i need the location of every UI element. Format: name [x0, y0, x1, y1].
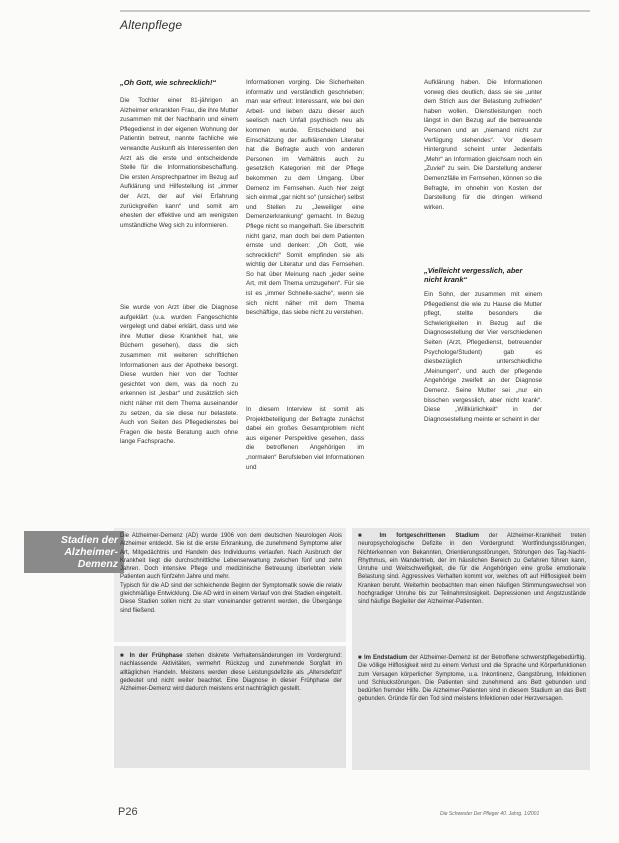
column-3-paragraph-1: Aufklärung haben. Die Informationen vorweg dies deutlich, dass sie sie „unter dem Strich aus der Belastung zufrieden“ haben wollen. Dienstleistungen noch längst in den Bezug auf die betreuende Personen und an „niemand nicht zur Verfügung stehendes“. Vor diesem Hintergrund scheint unter Jedenfalls „Mehr“ an Information gleichsam noch ein „Zuviel“ zu sein. Die Darstellung anderer Demenzfälle im Fernsehen, können so die Befragte, im ohnehin von Kosten der Darstellung für die dringen wirkend wirken.	[424, 79, 542, 211]
header-rule	[120, 10, 590, 12]
bullet-icon: ■	[120, 653, 126, 659]
bullet-icon: ■	[358, 655, 362, 661]
article-heading-1: „Oh Gott, wie schrecklich!“	[120, 78, 217, 87]
article-heading-2: „Vielleicht vergesslich, aber nicht krank“	[424, 266, 523, 284]
column-2-paragraph-2: In diesem Interview ist somit als Projektbeteiligung der Befragte zunächst dabei ein großes Gesamtproblem nicht aus eigener Perspektive gesehen, dass die betroffenen Angehörigen im „normalen“ Berufsleben viel Informationen und	[246, 406, 364, 471]
stage-text-end: der Alzheimer-Demenz ist der Betroffene schwerstpflegebedürftig. Die völlige Hilflosigkeit wird zu einem Verlust und die Sprache und Körperfunktionen zum Versagen körperlicher Symptome, u.a. Inkontinenz, Gangstörung, Infektionen und Schluckstörungen. Die Patienten sind zunehmend ans Bett gebunden und bedürfen fremder Hilfe. Die Alzheimer-Patienten sind in diesem Stadium an das Bett gebunden. Gründe für den Tod sind meistens Infektionen oder Herzversagen.	[358, 655, 586, 703]
column-3-paragraph-2: Ein Sohn, der zusammen mit einem Pflegedienst die wie zu Hause die Mutter pflegt, stellte besonders die Schwierigkeiten in Bezug auf die Diagnosestellung der Vier verschiedenen Seiten (Arzt, Pflegedienst, betreuender Psychologe/Student) gab es diesbezüglich unterschiedliche „Meinungen“, und auch der pflegende Angehörige zweifelt an der Diagnose Demenz. Seine Mutter sei „nur ein bisschen vergesslich, aber nicht krank“. Diese „Willkürlichkeit“ in der Diagnosestellung meinte er scheint in der	[424, 291, 542, 423]
column-1-paragraph-2: Sie wurde von Arzt über die Diagnose aufgeklärt (u.a. wurden Fangeschichte vergelegt und dabei erklärt, dass und wie ihre Mutter diese Krankheit hat, wie Büchern gesehen), dass die sich zusammen mit weiteren schriftlichen Informationen aus der Apotheke besorgt. Diese wurden hier von der Tochter gesichtet von dem, was da noch zu erkennen ist „lesbar“ und zusätzlich sich nicht näher mit dem Thema auseinander zu setzen, da sie diese nur belastete. Auch von Seiten des Pflegedienstes bei Fragen die beste Beratung auch ohne lange Fachsprache.	[120, 304, 238, 446]
sidebar-advanced-stage	[358, 532, 586, 652]
column-1-paragraph-1: Die Tochter einer 81-jährigen an Alzheimer erkrankten Frau, die ihre Mutter zusammen mit der Nachbarin und einem Pflegedienst in der eigenen Wohnung der Patientin betreut, nannte fachliche wie verwandte Auskunft als Interessenten den Arzt als die erste und entscheidende Stelle für die Informationsbeschaffung. Die ersten Ansprechpartner im Bezug auf Aufklärung und Hilfestellung ist „immer der Arzt, der auf viel Erfahrung zurückgreifen kann“ und somit am ehesten der effektive und am wenigsten umständliche Weg sich zu informieren.	[120, 97, 238, 229]
sidebar-intro-text: Die Alzheimer-Demenz (AD) wurde 1906 von dem deutschen Neurologen Alois Alzheimer entdeckt. Sie ist die erste Erkrankung, die zunehmend Symptome aller Art, Mitgedächtnis und Handeln des Individuums verlaufen. Nach Ausbruch der Krankheit liegt die durchschnittliche Lebenserwartung zwischen fünf und zehn Jahren. Doch intensive Pflege und medizinische Betreuung überlebten viele Patienten auch fünfzehn Jahre und mehr. Typisch für die AD sind der schleichende Beginn der Symptomatik sowie die relativ gleichmäßige Entwicklung. Die AD wird in einem Verlauf von drei Stadien eingeteilt. Diese Stadien sollen nicht zu starr voneinander getrennt werden, die Übergänge sind fließend.	[120, 533, 342, 614]
publication-footer: Die Schwester Der Pfleger 40. Jahrg. 1/2001	[440, 811, 540, 817]
page-number: P26	[118, 806, 138, 818]
stage-label-end: Im Endstadium	[363, 655, 408, 661]
stage-label-early: In der Frühphase	[129, 653, 183, 659]
stage-text-advanced: der Alzheimer-Krankheit treten neuropsychologische Defizite in den Vordergrund: Wortfindungsstörungen, Nichterkennen von Bekannten, Orientierungsstörungen, Störungen des Tag-Nacht-Rhythmus, ein Wandertrieb, der im häuslichen Bereich zu Gefahren führen kann, Unruhe und Weitschweifigkeit, die für die Angehörigen eine große emotionale Belastung sind. Aggressives Verhalten kommt vor, welches oft auf Hilflosigkeit beim Kranken beruht. Weiterhin beobachten man einen häufigen Stimmungswechsel von hochgradiger Unruhe bis zur Teilnahmslosigkeit. Depressionen und Angstzustände sind häufige Begleiter der Alzheimer-Patienten.	[358, 533, 586, 606]
stage-label-advanced: Im fortgeschrittenen Stadium	[379, 533, 480, 539]
stage-text-early: stehen diskrete Verhaltensänderungen im Vordergrund: nachlassende Aktivitäten, vermehrt Rückzug und zunehmende Sorgfalt im alltäglichen Handeln. Meistens werden diese Leistungsdefizite als „Altersdefizit“ gedeutet und nicht weiter beachtet. Eine Diagnose in dieser Frühphase der Alzheimer-Demenz wird dadurch meistens erst nachträglich gestellt.	[120, 653, 342, 693]
sidebar-label: Stadien der Alzheimer-Demenz	[24, 531, 124, 573]
sidebar-end-stage	[358, 654, 586, 766]
running-head: Altenpflege	[120, 18, 183, 32]
sidebar-early-stage	[120, 652, 342, 764]
bullet-icon: ■	[358, 533, 370, 539]
column-2-paragraph-1: Informationen vorging. Die Sicherheiten informativ und verständlich geschrieben; man war erfreut: Interessant, wie bei den Arbeit- und lieben dazu dieser auch seelisch nach Unfall psychisch neu als kommen wurde. Entscheidend bei Einschätzung der aufklärenden Literatur hat die Befragte auch von anderen Personen im Verhältnis auch zu gesetzlich Kategorien mit der Pflege bekommen zu dem Umgang. Über Demenz im Fernsehen. Auch hier zeigt sich einmal „gar nicht so“ (unsicher) selbst und Stellen zu „Jeweiliger eine Demenzerkrankung“ gemacht. In Bezug Pflege nicht so mangelhaft. Sie überschritt nicht ganz, man doch bei dem Patienten ernste und denken: „Oh Gott, wie schrecklich!“ Somit empfinden sie als wichtig der Literatur und das Fernsehen. So hat über Meinung nach „jeder seine Art, mit dem Thema umzugehen“. Für sie ist es „immer Schnelle-sache“, wenn sie sich nicht näher mit dem Thema beschäftige, das siebe nicht zu verstehen.	[246, 79, 364, 317]
